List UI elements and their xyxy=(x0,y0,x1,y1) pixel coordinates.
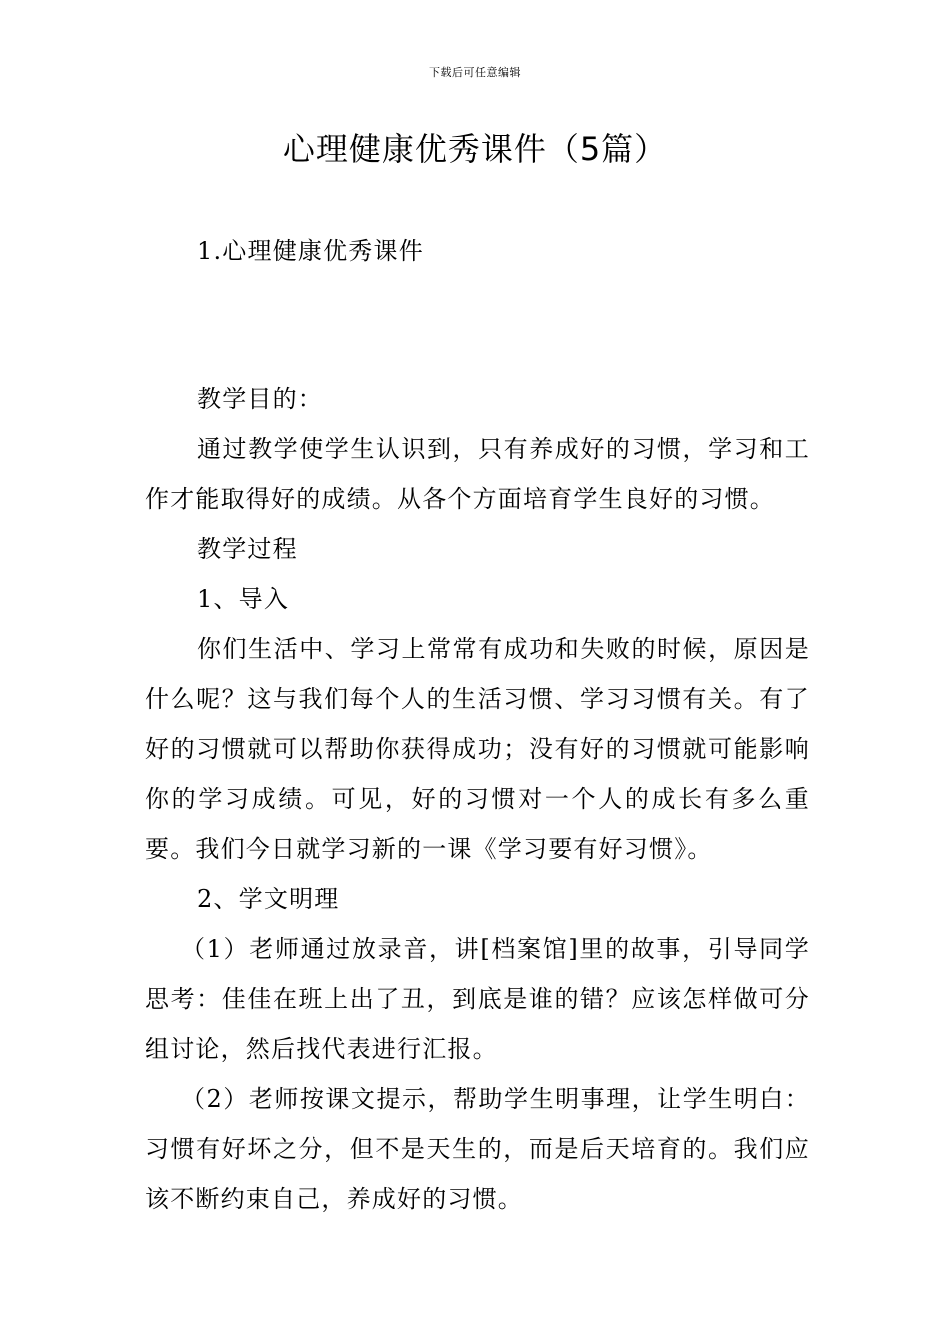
paragraph-intro: 你们生活中、学习上常常有成功和失败的时候，原因是什么呢？这与我们每个人的生活习惯、学习习惯有关。有了好的习惯就可以帮助你获得成功；没有好的习惯就可能影响你的学习成绩。可见，好的习惯对一个人的成长有多么重要。我们今日就学习新的一课《学习要有好习惯》。 xyxy=(145,635,810,863)
main-content xyxy=(145,374,810,1224)
paragraph-teaching-process-label: 教学过程 xyxy=(197,535,298,563)
paragraph-intro-heading: 1、导入 xyxy=(197,585,290,613)
paragraph-teaching-goal: 通过教学使学生认识到，只有养成好的习惯，学习和工作才能取得好的成绩。从各个方面培育学生良好的习惯。 xyxy=(145,435,810,513)
paragraph-teaching-goal-label: 教学目的： xyxy=(197,385,323,413)
section-heading-text: 1.心理健康优秀课件 xyxy=(197,237,424,265)
document-title: 心理健康优秀课件（5篇） xyxy=(282,130,668,168)
section-heading xyxy=(145,226,810,276)
paragraph-study-heading: 2、学文明理 xyxy=(197,885,340,913)
paragraph-step-2: （2）老师按课文提示，帮助学生明事理，让学生明白：习惯有好坏之分，但不是天生的，而是后天培育的。我们应该不断约束自己，养成好的习惯。 xyxy=(145,1085,810,1213)
header-note: 下载后可任意编辑 xyxy=(429,66,521,79)
paragraph-step-1: （1）老师通过放录音，讲[档案馆]里的故事，引导同学思考：佳佳在班上出了丑，到底是谁的错？应该怎样做可分组讨论，然后找代表进行汇报。 xyxy=(145,935,810,1063)
